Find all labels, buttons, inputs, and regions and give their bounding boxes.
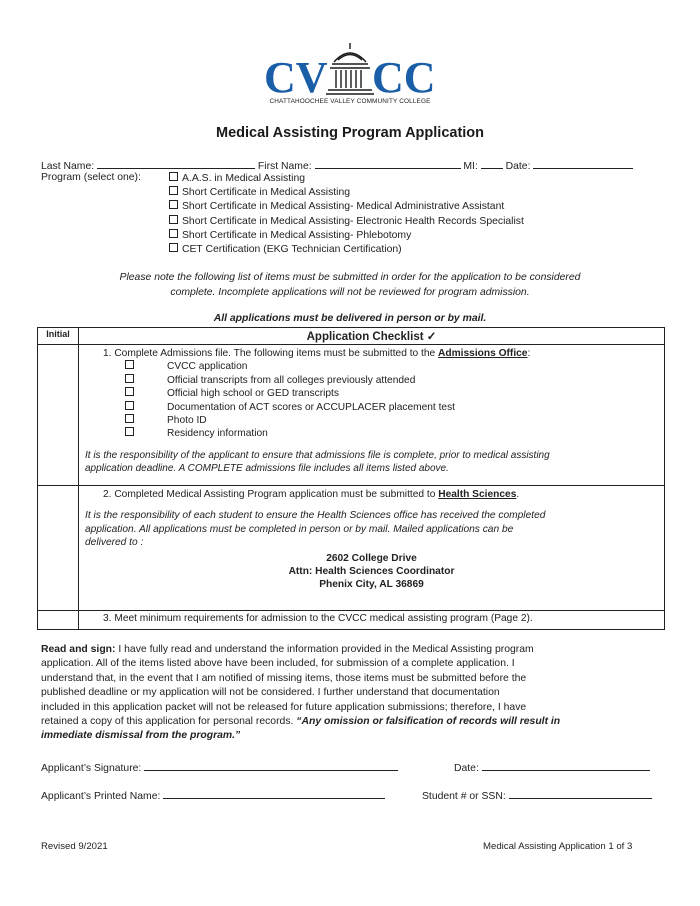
- application-checklist: [37, 327, 665, 630]
- notice-line2: complete. Incomplete applications will not be reviewed for program admission.: [170, 287, 530, 298]
- subitem: Residency information: [125, 427, 658, 440]
- date-field[interactable]: [533, 158, 633, 169]
- page-title: Medical Assisting Program Application: [215, 125, 485, 141]
- subitem: Documentation of ACT scores or ACCUPLACER placement test: [125, 401, 658, 414]
- checkbox-icon[interactable]: [169, 200, 178, 209]
- program-option-admin-assistant[interactable]: Short Certificate in Medical Assisting- Medical Administrative Assistant: [169, 200, 524, 214]
- checkbox-icon[interactable]: [125, 414, 134, 423]
- student-id-field[interactable]: [509, 788, 652, 799]
- date-label: Date:: [505, 161, 531, 172]
- checkbox-icon[interactable]: [125, 427, 134, 436]
- last-name-field[interactable]: [97, 158, 255, 169]
- program-label: Program (select one):: [41, 172, 141, 183]
- initial-cell-1[interactable]: [38, 345, 79, 486]
- checklist-item-3: 3. Meet minimum requirements for admission to the CVCC medical assisting program (Page 2).: [79, 611, 665, 630]
- notice: [0, 270, 700, 300]
- name-row: [41, 158, 633, 172]
- logo-letters-cc: CC: [372, 53, 436, 100]
- checklist-header: Application Checklist ✓: [79, 328, 665, 345]
- subitem: Photo ID: [125, 414, 658, 427]
- checkbox-icon[interactable]: [169, 229, 178, 238]
- program-option-short-cert[interactable]: Short Certificate in Medical Assisting: [169, 186, 524, 200]
- delivery-note: All applications must be delivered in person or by mail.: [213, 313, 487, 324]
- signature-date-label: Date:: [454, 763, 479, 774]
- program-options: [169, 172, 524, 257]
- student-id-label: Student # or SSN:: [422, 791, 506, 802]
- read-sign-label: Read and sign:: [41, 644, 116, 655]
- checkbox-icon[interactable]: [125, 401, 134, 410]
- signature-date-field[interactable]: [482, 760, 650, 771]
- read-and-sign: Read and sign: I have fully read and understand the information provided in the Medical Assisting program application. All of the items listed above have been included, for submission of a complete application. I understand that, in the event that I am notified of missing items, those items must be submitted before the published deadline or my application will not be considered. I further understand that documentation included in this application packet will not be released for future application submissions; therefore, I have retained a copy of this application for personal records. “Any omission or falsification of records will result in immediate dismissal from the program.”: [41, 644, 561, 742]
- subitem: Official high school or GED transcripts: [125, 387, 658, 400]
- signature-date-row: [454, 760, 650, 774]
- initial-column-header: Initial: [38, 328, 79, 345]
- program-option-ehr[interactable]: Short Certificate in Medical Assisting- Electronic Health Records Specialist: [169, 215, 524, 229]
- college-name: CHATTAHOOCHEE VALLEY COMMUNITY COLLEGE: [269, 98, 431, 105]
- program-option-cet[interactable]: CET Certification (EKG Technician Certification): [169, 243, 524, 257]
- mi-field[interactable]: [481, 158, 503, 169]
- notice-line1: Please note the following list of items must be submitted in order for the application to be considered: [119, 272, 581, 283]
- printed-name-row: [41, 788, 385, 802]
- applicant-signature-label: Applicant’s Signature:: [41, 763, 142, 774]
- printed-name-label: Applicant’s Printed Name:: [41, 791, 161, 802]
- checkbox-icon[interactable]: [125, 360, 134, 369]
- program-option-aas[interactable]: A.A.S. in Medical Assisting: [169, 172, 524, 186]
- first-name-label: First Name:: [257, 161, 312, 172]
- checkbox-icon[interactable]: [169, 243, 178, 252]
- initial-cell-2[interactable]: [38, 486, 79, 611]
- initial-cell-3[interactable]: [38, 611, 79, 630]
- checklist-item-1: 1. Complete Admissions file. The following items must be submitted to the Admissions Office: CVCC application Official transcripts from all colleges previously attended Official high school or GED transcripts Documentation of ACT scores or ACCUPLACER placement test Photo ID Residency information It is the responsibility of the applicant to ensure that admissions file is complete, prior to medical assisting application deadline. A COMPLETE admissions file includes all items listed above.: [79, 345, 665, 486]
- first-name-field[interactable]: [315, 158, 461, 169]
- subitem: Official transcripts from all colleges previously attended: [125, 374, 658, 387]
- health-sciences-label: Health Sciences: [438, 489, 517, 500]
- building-icon: [326, 43, 374, 94]
- program-option-phlebotomy[interactable]: Short Certificate in Medical Assisting- Phlebotomy: [169, 229, 524, 243]
- page-number: Medical Assisting Application 1 of 3: [483, 841, 633, 852]
- checklist-item-2: 2. Completed Medical Assisting Program application must be submitted to Health Sciences. It is the responsibility of each student to ensure the Health Sciences office has received the completed application. All applications must be completed in person or by mail. Mailed applications can be delivered to : 2602 College Drive Attn: Health Sciences Coordinator Phenix City, AL 36869: [79, 486, 665, 611]
- revised-date: Revised 9/2021: [41, 841, 108, 852]
- mailing-address: 2602 College Drive Attn: Health Sciences Coordinator Phenix City, AL 36869: [288, 552, 455, 591]
- student-id-row: [422, 788, 652, 802]
- printed-name-field[interactable]: [163, 788, 385, 799]
- checkbox-icon[interactable]: [169, 215, 178, 224]
- item1-note: It is the responsibility of the applicant to ensure that admissions file is complete, prior to medical assisting application deadline. A COMPLETE admissions file includes all items listed above.: [85, 449, 550, 475]
- subitem: CVCC application: [125, 360, 658, 373]
- checkbox-icon[interactable]: [169, 186, 178, 195]
- signature-row: [41, 760, 398, 774]
- checkbox-icon[interactable]: [125, 374, 134, 383]
- admissions-office-label: Admissions Office: [438, 348, 528, 359]
- last-name-label: Last Name:: [41, 161, 95, 172]
- item2-note: It is the responsibility of each student to ensure the Health Sciences office has received the completed application. All applications must be completed in person or by mail. Mailed applications can be delivered to :: [85, 510, 546, 549]
- applicant-signature-field[interactable]: [144, 760, 398, 771]
- check-mark-icon: ✓: [426, 331, 437, 343]
- checkbox-icon[interactable]: [169, 172, 178, 181]
- checkbox-icon[interactable]: [125, 387, 134, 396]
- logo-letters-cv: CV: [264, 53, 328, 100]
- mi-label: MI:: [463, 161, 478, 172]
